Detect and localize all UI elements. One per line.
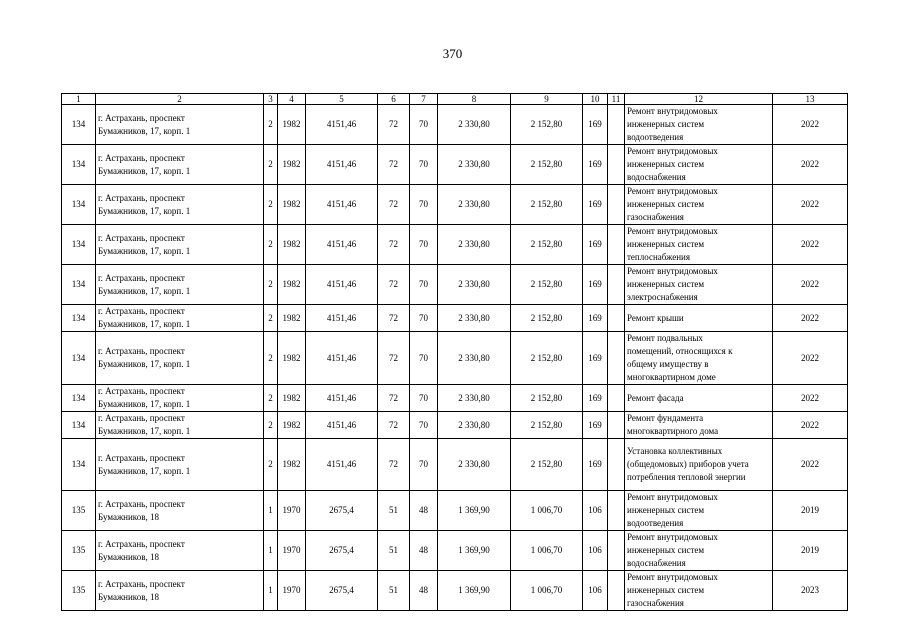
table-row: [62, 412, 848, 439]
residential-count-cell: 70: [410, 305, 438, 332]
area-a-cell: 2 330,80: [438, 385, 511, 412]
row-number-cell: 134: [62, 385, 96, 412]
floors-cell: 2: [264, 225, 278, 265]
row-number-cell: 135: [62, 491, 96, 531]
address-cell: г. Астрахань, проспект Бумажников, 17, корп. 1: [96, 412, 264, 439]
floors-cell: 2: [264, 145, 278, 185]
total-area-cell: 2675,4: [306, 531, 378, 571]
floors-cell: 2: [264, 332, 278, 385]
residential-count-cell: 48: [410, 531, 438, 571]
residents-cell: 106: [583, 491, 608, 531]
residents-cell: 169: [583, 265, 608, 305]
work-type-cell: Ремонт внутридомовых инженерных систем газоснабжения: [625, 571, 773, 611]
total-area-cell: 2675,4: [306, 491, 378, 531]
residential-count-cell: 70: [410, 105, 438, 145]
row-number-cell: 134: [62, 105, 96, 145]
residents-cell: 169: [583, 412, 608, 439]
col-11-cell: [608, 491, 625, 531]
row-number-cell: 134: [62, 265, 96, 305]
residents-cell: 169: [583, 185, 608, 225]
residents-cell: 106: [583, 531, 608, 571]
col-11-cell: [608, 571, 625, 611]
area-b-cell: 1 006,70: [511, 571, 583, 611]
area-b-cell: 2 152,80: [511, 385, 583, 412]
build-year-cell: 1982: [278, 105, 306, 145]
floors-cell: 1: [264, 571, 278, 611]
area-a-cell: 2 330,80: [438, 265, 511, 305]
column-header: 3: [264, 94, 278, 105]
build-year-cell: 1982: [278, 412, 306, 439]
plan-year-cell: 2022: [773, 185, 848, 225]
plan-year-cell: 2022: [773, 385, 848, 412]
total-area-cell: 4151,46: [306, 305, 378, 332]
column-header: 13: [773, 94, 848, 105]
work-type-cell: Установка коллективных (общедомовых) приборов учета потребления тепловой энергии: [625, 439, 773, 491]
area-b-cell: 2 152,80: [511, 105, 583, 145]
address-cell: г. Астрахань, проспект Бумажников, 17, корп. 1: [96, 305, 264, 332]
row-number-cell: 134: [62, 145, 96, 185]
floors-cell: 1: [264, 491, 278, 531]
table-row: [62, 225, 848, 265]
table-row: [62, 491, 848, 531]
area-a-cell: 2 330,80: [438, 412, 511, 439]
floors-cell: 2: [264, 265, 278, 305]
floors-cell: 2: [264, 439, 278, 491]
residents-cell: 106: [583, 571, 608, 611]
page-number: 370: [442, 46, 463, 61]
residents-cell: 169: [583, 385, 608, 412]
address-cell: г. Астрахань, проспект Бумажников, 17, корп. 1: [96, 439, 264, 491]
col-11-cell: [608, 225, 625, 265]
build-year-cell: 1982: [278, 385, 306, 412]
table-row: [62, 305, 848, 332]
column-header: 4: [278, 94, 306, 105]
residential-count-cell: 70: [410, 385, 438, 412]
area-a-cell: 1 369,90: [438, 531, 511, 571]
column-header: 5: [306, 94, 378, 105]
residents-cell: 169: [583, 439, 608, 491]
column-header: 1: [62, 94, 96, 105]
row-number-cell: 134: [62, 185, 96, 225]
residents-cell: 169: [583, 225, 608, 265]
floors-cell: 1: [264, 531, 278, 571]
floors-cell: 2: [264, 412, 278, 439]
total-area-cell: 4151,46: [306, 332, 378, 385]
residents-cell: 169: [583, 332, 608, 385]
floors-cell: 2: [264, 385, 278, 412]
col-11-cell: [608, 439, 625, 491]
row-number-cell: 134: [62, 305, 96, 332]
build-year-cell: 1982: [278, 265, 306, 305]
work-type-cell: Ремонт внутридомовых инженерных систем водоотведения: [625, 491, 773, 531]
col-11-cell: [608, 265, 625, 305]
total-area-cell: 4151,46: [306, 145, 378, 185]
table-row: [62, 332, 848, 385]
table-row: [62, 531, 848, 571]
total-area-cell: 4151,46: [306, 439, 378, 491]
table-row: [62, 145, 848, 185]
col-11-cell: [608, 412, 625, 439]
area-b-cell: 2 152,80: [511, 265, 583, 305]
work-type-cell: Ремонт фасада: [625, 385, 773, 412]
row-number-cell: 134: [62, 412, 96, 439]
apartments-cell: 72: [378, 385, 410, 412]
row-number-cell: 134: [62, 332, 96, 385]
apartments-cell: 72: [378, 145, 410, 185]
apartments-cell: 72: [378, 265, 410, 305]
build-year-cell: 1982: [278, 305, 306, 332]
build-year-cell: 1982: [278, 225, 306, 265]
col-11-cell: [608, 145, 625, 185]
col-11-cell: [608, 105, 625, 145]
column-header: 9: [511, 94, 583, 105]
area-b-cell: 2 152,80: [511, 332, 583, 385]
work-type-cell: Ремонт внутридомовых инженерных систем газоснабжения: [625, 185, 773, 225]
plan-year-cell: 2022: [773, 439, 848, 491]
area-b-cell: 1 006,70: [511, 531, 583, 571]
address-cell: г. Астрахань, проспект Бумажников, 17, корп. 1: [96, 225, 264, 265]
total-area-cell: 4151,46: [306, 265, 378, 305]
column-header: 12: [625, 94, 773, 105]
residential-count-cell: 70: [410, 145, 438, 185]
table-row: [62, 105, 848, 145]
work-type-cell: Ремонт фундамента многоквартирного дома: [625, 412, 773, 439]
apartments-cell: 72: [378, 439, 410, 491]
col-11-cell: [608, 185, 625, 225]
plan-year-cell: 2022: [773, 145, 848, 185]
residential-count-cell: 48: [410, 571, 438, 611]
table-row: [62, 385, 848, 412]
work-type-cell: Ремонт внутридомовых инженерных систем теплоснабжения: [625, 225, 773, 265]
capital-repair-table: [61, 93, 848, 611]
residents-cell: 169: [583, 105, 608, 145]
address-cell: г. Астрахань, проспект Бумажников, 18: [96, 531, 264, 571]
plan-year-cell: 2019: [773, 531, 848, 571]
address-cell: г. Астрахань, проспект Бумажников, 17, корп. 1: [96, 105, 264, 145]
apartments-cell: 51: [378, 531, 410, 571]
plan-year-cell: 2022: [773, 332, 848, 385]
work-type-cell: Ремонт внутридомовых инженерных систем водоотведения: [625, 105, 773, 145]
area-b-cell: 2 152,80: [511, 185, 583, 225]
address-cell: г. Астрахань, проспект Бумажников, 18: [96, 571, 264, 611]
area-a-cell: 1 369,90: [438, 491, 511, 531]
total-area-cell: 4151,46: [306, 412, 378, 439]
total-area-cell: 4151,46: [306, 185, 378, 225]
residential-count-cell: 70: [410, 225, 438, 265]
area-a-cell: 2 330,80: [438, 225, 511, 265]
column-header: 8: [438, 94, 511, 105]
residential-count-cell: 70: [410, 332, 438, 385]
plan-year-cell: 2023: [773, 571, 848, 611]
address-cell: г. Астрахань, проспект Бумажников, 18: [96, 491, 264, 531]
column-header: 6: [378, 94, 410, 105]
area-a-cell: 2 330,80: [438, 439, 511, 491]
address-cell: г. Астрахань, проспект Бумажников, 17, корп. 1: [96, 332, 264, 385]
work-type-cell: Ремонт внутридомовых инженерных систем водоснабжения: [625, 531, 773, 571]
column-header: 11: [608, 94, 625, 105]
build-year-cell: 1982: [278, 439, 306, 491]
col-11-cell: [608, 385, 625, 412]
table-row: [62, 265, 848, 305]
col-11-cell: [608, 305, 625, 332]
row-number-cell: 135: [62, 531, 96, 571]
residents-cell: 169: [583, 305, 608, 332]
column-header: 7: [410, 94, 438, 105]
apartments-cell: 72: [378, 105, 410, 145]
work-type-cell: Ремонт крыши: [625, 305, 773, 332]
area-b-cell: 2 152,80: [511, 412, 583, 439]
table-row: [62, 439, 848, 491]
plan-year-cell: 2022: [773, 305, 848, 332]
build-year-cell: 1982: [278, 332, 306, 385]
apartments-cell: 72: [378, 185, 410, 225]
row-number-cell: 135: [62, 571, 96, 611]
area-b-cell: 2 152,80: [511, 145, 583, 185]
col-11-cell: [608, 531, 625, 571]
floors-cell: 2: [264, 305, 278, 332]
apartments-cell: 51: [378, 491, 410, 531]
total-area-cell: 4151,46: [306, 225, 378, 265]
table-row: [62, 185, 848, 225]
total-area-cell: 4151,46: [306, 105, 378, 145]
area-b-cell: 2 152,80: [511, 439, 583, 491]
total-area-cell: 2675,4: [306, 571, 378, 611]
row-number-cell: 134: [62, 225, 96, 265]
apartments-cell: 72: [378, 305, 410, 332]
area-a-cell: 2 330,80: [438, 185, 511, 225]
residential-count-cell: 70: [410, 412, 438, 439]
area-b-cell: 1 006,70: [511, 491, 583, 531]
area-b-cell: 2 152,80: [511, 305, 583, 332]
floors-cell: 2: [264, 105, 278, 145]
total-area-cell: 4151,46: [306, 385, 378, 412]
column-header: 10: [583, 94, 608, 105]
area-a-cell: 2 330,80: [438, 305, 511, 332]
floors-cell: 2: [264, 185, 278, 225]
address-cell: г. Астрахань, проспект Бумажников, 17, корп. 1: [96, 185, 264, 225]
apartments-cell: 72: [378, 332, 410, 385]
plan-year-cell: 2022: [773, 265, 848, 305]
col-11-cell: [608, 332, 625, 385]
column-header: 2: [96, 94, 264, 105]
build-year-cell: 1982: [278, 145, 306, 185]
build-year-cell: 1970: [278, 571, 306, 611]
row-number-cell: 134: [62, 439, 96, 491]
area-a-cell: 2 330,80: [438, 332, 511, 385]
apartments-cell: 51: [378, 571, 410, 611]
work-type-cell: Ремонт внутридомовых инженерных систем электроснабжения: [625, 265, 773, 305]
apartments-cell: 72: [378, 412, 410, 439]
residential-count-cell: 70: [410, 185, 438, 225]
plan-year-cell: 2022: [773, 412, 848, 439]
address-cell: г. Астрахань, проспект Бумажников, 17, корп. 1: [96, 265, 264, 305]
build-year-cell: 1970: [278, 491, 306, 531]
residential-count-cell: 70: [410, 439, 438, 491]
table-row: [62, 571, 848, 611]
area-a-cell: 2 330,80: [438, 105, 511, 145]
residential-count-cell: 48: [410, 491, 438, 531]
address-cell: г. Астрахань, проспект Бумажников, 17, корп. 1: [96, 145, 264, 185]
plan-year-cell: 2022: [773, 105, 848, 145]
plan-year-cell: 2022: [773, 225, 848, 265]
apartments-cell: 72: [378, 225, 410, 265]
plan-year-cell: 2019: [773, 491, 848, 531]
residential-count-cell: 70: [410, 265, 438, 305]
build-year-cell: 1982: [278, 185, 306, 225]
column-number-row: [62, 94, 848, 105]
work-type-cell: Ремонт внутридомовых инженерных систем водоснабжения: [625, 145, 773, 185]
work-type-cell: Ремонт подвальных помещений, относящихся к общему имуществу в многоквартирном доме: [625, 332, 773, 385]
address-cell: г. Астрахань, проспект Бумажников, 17, корп. 1: [96, 385, 264, 412]
residents-cell: 169: [583, 145, 608, 185]
build-year-cell: 1970: [278, 531, 306, 571]
area-b-cell: 2 152,80: [511, 225, 583, 265]
area-a-cell: 1 369,90: [438, 571, 511, 611]
area-a-cell: 2 330,80: [438, 145, 511, 185]
